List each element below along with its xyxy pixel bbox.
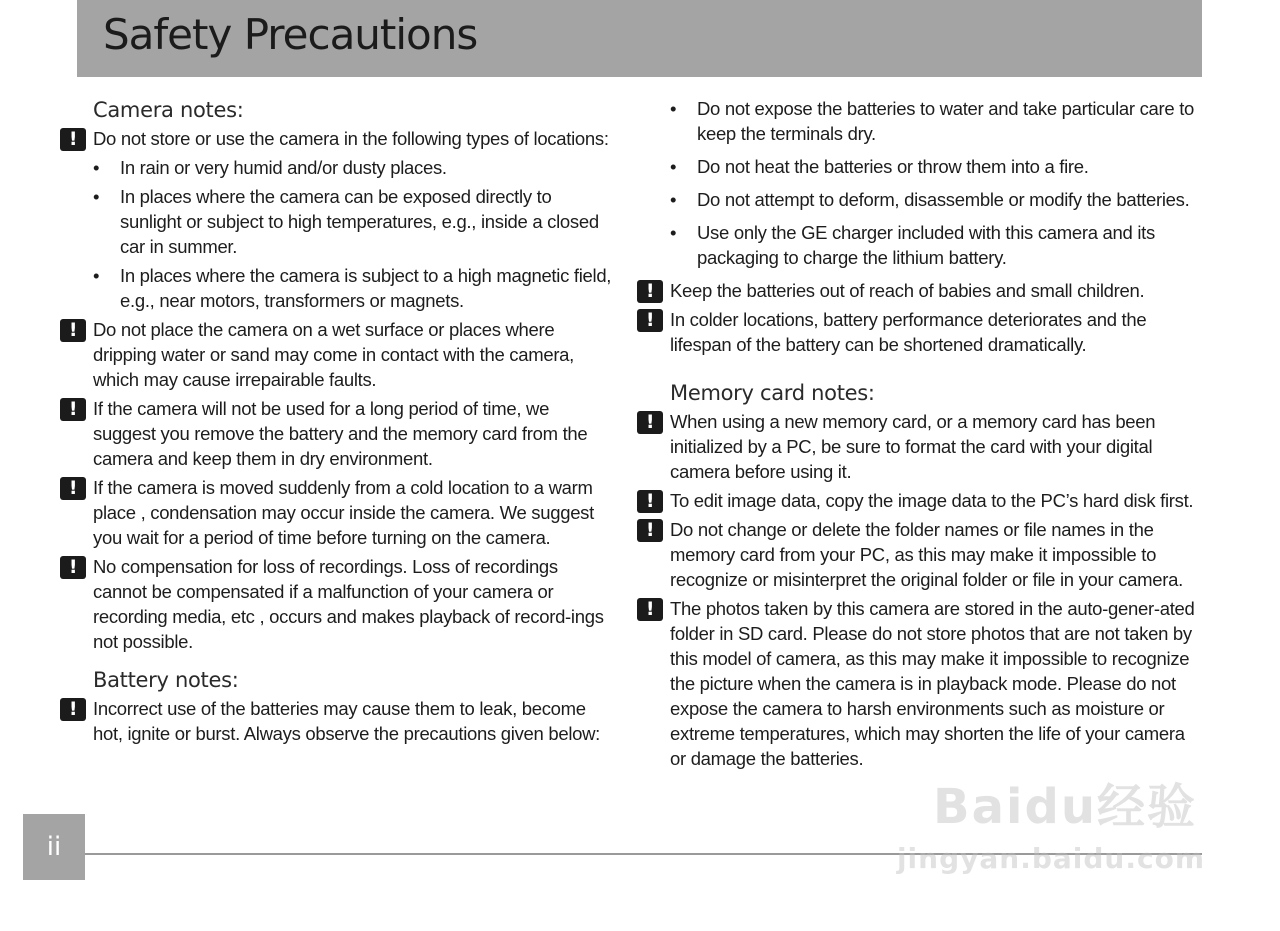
note-text: The photos taken by this camera are stored in the auto-gener-ated folder in SD card. Please do not store photos that are not taken by this model of camera, as this may make it impossible to recognize the picture when the camera is in playback mode. Please do not expose the camera to harsh environments such as moisture or extreme temperatures, which may shorten the life of your camera or damage the batteries. [670, 598, 1195, 769]
list-item: • Do not expose the batteries to water and take particular care to keep the terminals dry. [637, 96, 1200, 146]
memory-note-format [637, 409, 1200, 484]
watermark-logo-text: Baidu经验 [933, 779, 1197, 835]
list-item: • Do not heat the batteries or throw them into a fire. [637, 154, 1200, 179]
list-item: • In places where the camera is subject to a high magnetic field, e.g., near motors, transformers or magnets. [60, 263, 615, 313]
warning-icon: ! [60, 698, 86, 721]
battery-note-intro [60, 696, 615, 746]
note-text: In colder locations, battery performance deteriorates and the lifespan of the battery can be shortened dramatically. [670, 309, 1147, 355]
warning-icon: ! [637, 598, 663, 621]
list-item: • In places where the camera can be exposed directly to sunlight or subject to high temperatures, e.g., inside a closed car in summer. [60, 184, 615, 259]
warning-icon: ! [60, 128, 86, 151]
note-text: No compensation for loss of recordings. Loss of recordings cannot be compensated if a malfunction of your camera or recording media, etc , occurs and makes playback of record-ings not possible. [93, 556, 604, 652]
warning-icon: ! [637, 519, 663, 542]
warning-icon: ! [60, 398, 86, 421]
camera-note-condensation [60, 475, 615, 550]
warning-icon: ! [637, 309, 663, 332]
warning-icon: ! [637, 280, 663, 303]
note-text: Keep the batteries out of reach of babies and small children. [670, 280, 1145, 301]
memory-note-folders [637, 517, 1200, 592]
warning-icon: ! [637, 490, 663, 513]
watermark-url: jingyan.baidu.com [896, 842, 1205, 875]
right-column [637, 96, 1200, 775]
page-number: ii [23, 814, 85, 880]
note-text: To edit image data, copy the image data to the PC’s hard disk first. [670, 490, 1194, 511]
note-text: When using a new memory card, or a memory card has been initialized by a PC, be sure to format the card with your digital camera before using it. [670, 411, 1156, 482]
warning-icon: ! [60, 319, 86, 342]
memory-card-notes-heading: Memory card notes: [670, 381, 875, 405]
battery-precaution-list [637, 96, 1200, 270]
left-column [60, 96, 615, 750]
camera-note-long-storage [60, 396, 615, 471]
camera-notes-heading: Camera notes: [93, 98, 244, 122]
battery-note-cold [637, 307, 1200, 357]
note-text: If the camera is moved suddenly from a cold location to a warm place , condensation may occur inside the camera. We suggest you wait for a period of time before turning on the camera. [93, 477, 594, 548]
note-text: Incorrect use of the batteries may cause them to leak, become hot, ignite or burst. Always observe the precautions given below: [93, 698, 601, 744]
battery-note-children [637, 278, 1200, 303]
battery-notes-heading: Battery notes: [93, 668, 239, 692]
camera-note-wet-surface [60, 317, 615, 392]
warning-icon: ! [60, 477, 86, 500]
note-text: Do not place the camera on a wet surface or places where dripping water or sand may come in contact with the camera, which may cause irrepairable faults. [93, 319, 575, 390]
list-item: • Do not attempt to deform, disassemble or modify the batteries. [637, 187, 1200, 212]
header-bar [77, 0, 1202, 77]
footer-divider [85, 853, 1202, 855]
page-title: Safety Precautions [103, 10, 478, 59]
camera-note-storage-text: Do not store or use the camera in the following types of locations: [93, 128, 609, 149]
note-text: Do not change or delete the folder names or file names in the memory card from your PC, as this may make it impossible to recognize or misinterpret the original folder or file in your camera. [670, 519, 1183, 590]
camera-note-storage [60, 126, 615, 151]
note-text: If the camera will not be used for a long period of time, we suggest you remove the battery and the memory card from the camera and keep them in dry environment. [93, 398, 588, 469]
watermark [896, 756, 1205, 886]
list-item: • Use only the GE charger included with this camera and its packaging to charge the lithium battery. [637, 220, 1200, 270]
location-list [60, 155, 615, 313]
memory-note-edit [637, 488, 1200, 513]
warning-icon: ! [60, 556, 86, 579]
list-item: • In rain or very humid and/or dusty places. [60, 155, 615, 180]
camera-note-compensation [60, 554, 615, 654]
warning-icon: ! [637, 411, 663, 434]
memory-note-photos [637, 596, 1200, 771]
